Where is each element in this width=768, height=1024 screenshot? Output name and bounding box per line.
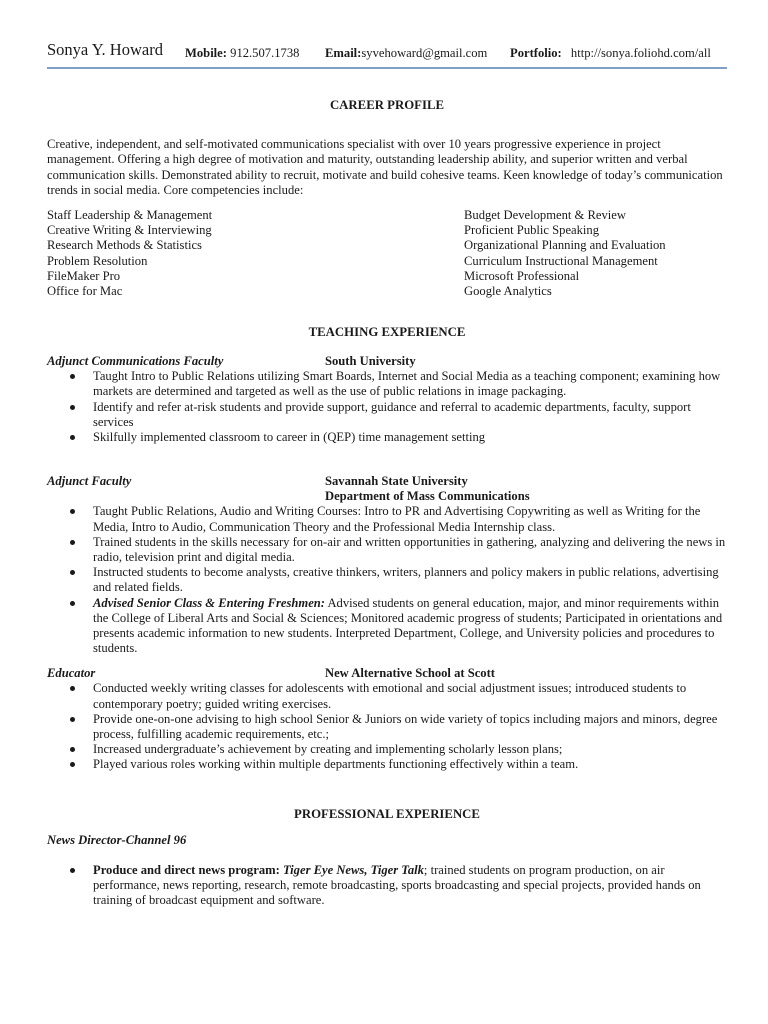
bullet-item <box>47 504 727 534</box>
bullet-text: ; trained students on program production, on air performance, news reporting, research, remote broadcasting, sports broadcasting and special projects, provided hands on training of broadcast equipment and software. <box>93 862 701 908</box>
bullet-text: Played various roles working within multiple departments functioning effectively within a team. <box>93 757 579 772</box>
bullet-text: Increased undergraduate’s achievement by creating and implementing scholarly lesson plans; <box>93 742 563 757</box>
resume-header <box>47 40 727 64</box>
bullet-icon <box>70 540 75 545</box>
bullet-text: Identify and refer at-risk students and provide support, guidance and referral to academic departments, faculty, support services <box>93 399 691 429</box>
job-role: Educator <box>47 666 96 681</box>
job-bullets <box>47 681 727 772</box>
portfolio-label: Portfolio: <box>510 46 562 60</box>
bullet-text: Skilfully implemented classroom to career in (QEP) time management setting <box>93 430 486 445</box>
portfolio-link[interactable]: http://sonya.foliohd.com/all <box>570 46 711 60</box>
bullet-item <box>47 565 727 595</box>
email-contact <box>325 46 487 61</box>
bullet-text: Advised students on general education, major, and minor requirements within the College of Liberal Arts and Social & Sciences; Monitored academic progress of students; Participated in orientations and presents academic information to new students. Interpreted Department, College, and University policies and procedures to students. <box>93 595 723 656</box>
job-bullets <box>47 504 727 656</box>
bullet-text: Trained students in the skills necessary for on-air and written opportunities in gathering, analyzing and delivering the news in radio, television print and digital media. <box>93 534 726 565</box>
career-summary: Creative, independent, and self-motivated communications specialist with over 10 years progressive experience in project management. Offering a high degree of motivation and maturity, outstanding leadership ability, and superior written and verbal communication skills. Demonstrated ability to recruit, motivate and build cohesive teams. Keen knowledge of today’s communication trends in social media. Core competencies include: <box>47 137 723 197</box>
resume-page <box>47 40 727 909</box>
competencies-left-column <box>47 208 212 299</box>
job-organization: New Alternative School at Scott <box>325 666 495 681</box>
candidate-name: Sonya Y. Howard <box>47 40 163 59</box>
competencies-right-column <box>464 208 666 299</box>
job-organization: Savannah State University <box>325 474 468 489</box>
job-role: Adjunct Communications Faculty <box>47 354 224 369</box>
competency-item: Curriculum Instructional Management <box>464 253 658 268</box>
job-header <box>47 474 727 489</box>
competency-item: Budget Development & Review <box>464 208 626 223</box>
professional-experience-heading: PROFESSIONAL EXPERIENCE <box>294 806 480 821</box>
career-profile-heading: CAREER PROFILE <box>329 98 445 112</box>
bullet-icon <box>70 405 75 410</box>
bullet-lead: Produce and direct news program: <box>93 862 283 877</box>
bullet-icon <box>70 686 75 691</box>
job-role: Adjunct Faculty <box>47 474 132 489</box>
competency-item: Creative Writing & Interviewing <box>47 223 212 238</box>
bullet-item <box>47 369 727 399</box>
mobile-label: Mobile: <box>185 46 227 60</box>
job-bullets <box>47 863 727 909</box>
bullet-icon <box>70 868 75 873</box>
portfolio-contact <box>510 46 711 61</box>
job-bullets <box>47 369 727 445</box>
competencies-grid <box>47 208 727 300</box>
competency-item: FileMaker Pro <box>47 268 121 283</box>
bullet-item <box>47 742 727 757</box>
competency-item: Problem Resolution <box>47 253 148 268</box>
bullet-icon <box>70 509 75 514</box>
bullet-icon <box>70 601 75 606</box>
competency-item: Research Methods & Statistics <box>47 238 202 253</box>
bullet-icon <box>70 747 75 752</box>
bullet-item <box>47 400 727 430</box>
job-role: News Director-Channel 96 <box>47 832 187 847</box>
bullet-icon <box>70 717 75 722</box>
bullet-text: Provide one-on-one advising to high school Senior & Juniors on wide variety of topics including majors and minors, degree process, fulfilling academic requirements, etc.; <box>93 711 718 742</box>
mobile-contact <box>185 46 299 61</box>
bullet-text: Taught Public Relations, Audio and Writing Courses: Intro to PR and Advertising Copywriting as well as Writing for the Media, Intro to Audio, Communication Theory and the Professional Media Internship class. <box>93 504 701 534</box>
bullet-icon <box>70 374 75 379</box>
bullet-icon <box>70 435 75 440</box>
competency-item: Microsoft Professional <box>464 268 580 283</box>
bullet-item <box>47 712 727 742</box>
bullet-lead: Advised Senior Class & Entering Freshmen: <box>93 595 325 610</box>
bullet-item <box>47 863 727 909</box>
bullet-icon <box>70 570 75 575</box>
bullet-lead-italic: Tiger Eye News, Tiger Talk <box>282 862 424 877</box>
competency-item: Organizational Planning and Evaluation <box>464 238 666 253</box>
job-header <box>47 666 727 681</box>
competency-item: Staff Leadership & Management <box>47 208 213 223</box>
email-label: Email: <box>325 46 362 60</box>
job-header <box>47 354 727 369</box>
bullet-icon <box>70 762 75 767</box>
bullet-item <box>47 596 727 657</box>
job-header <box>47 833 727 848</box>
job-organization: South University <box>325 354 416 369</box>
competency-item: Office for Mac <box>47 284 123 299</box>
bullet-text: Taught Intro to Public Relations utilizing Smart Boards, Internet and Social Media as a teaching component; examining how markets are determined and targeted as well as the use of public relations in image packaging. <box>93 369 721 399</box>
header-divider <box>47 67 727 69</box>
bullet-text: Conducted weekly writing classes for adolescents with emotional and social adjustment issues; introduced students to contemporary poetry; guided writing exercises. <box>93 681 687 711</box>
bullet-text: Instructed students to become analysts, creative thinkers, writers, planners and policy makers in public relations, advertising and related fields. <box>93 565 719 595</box>
teaching-experience-heading: TEACHING EXPERIENCE <box>308 325 466 340</box>
bullet-item <box>47 535 727 565</box>
email-address[interactable]: syvehoward@gmail.com <box>361 46 488 60</box>
bullet-item <box>47 757 727 772</box>
bullet-item <box>47 681 727 711</box>
bullet-item <box>47 430 727 445</box>
mobile-number: 912.507.1738 <box>230 46 300 60</box>
competency-item: Proficient Public Speaking <box>464 223 600 238</box>
competency-item: Google Analytics <box>464 284 552 299</box>
job-department: Department of Mass Communications <box>325 489 530 504</box>
